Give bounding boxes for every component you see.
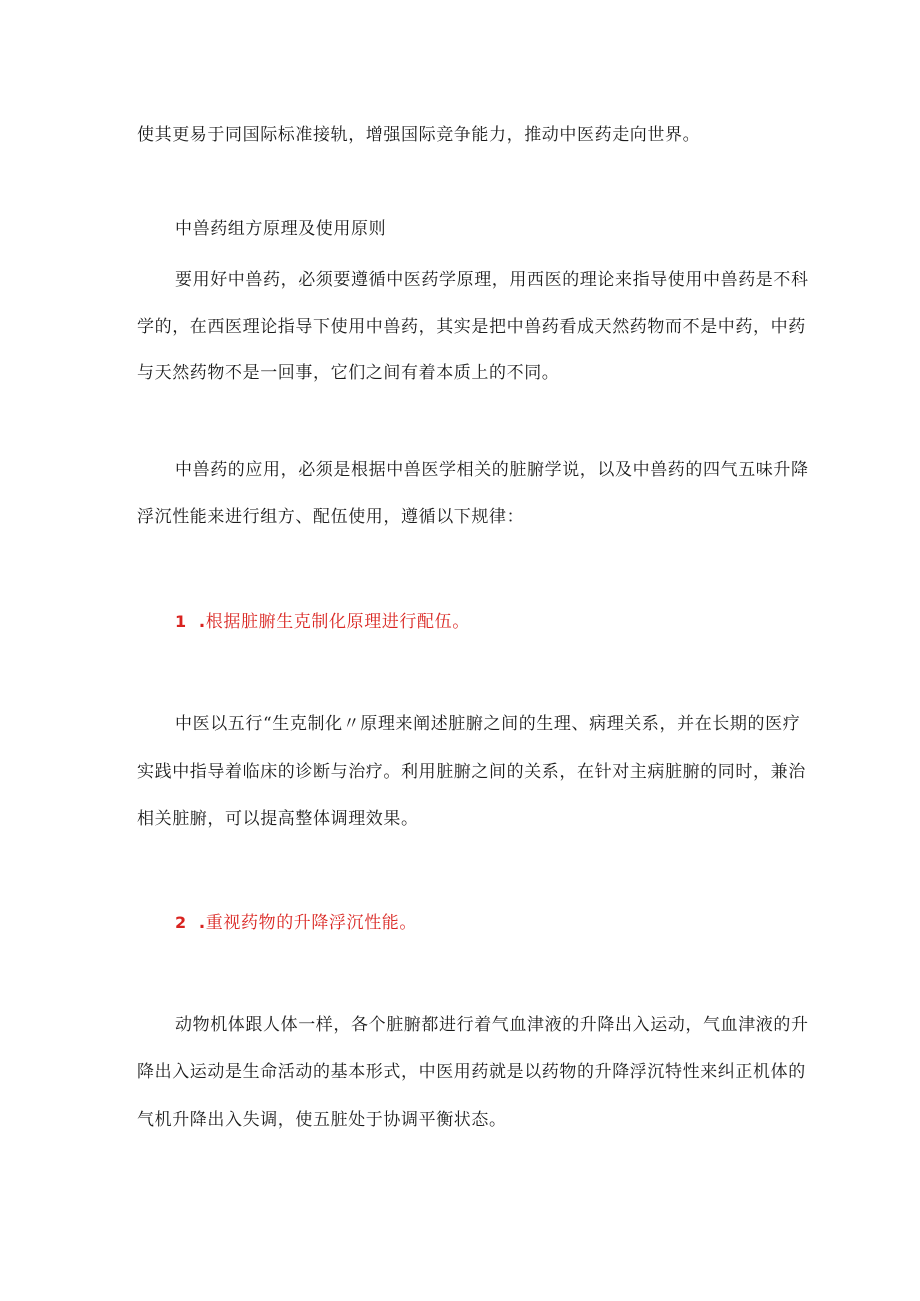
numbered-heading-2 (175, 911, 417, 935)
paragraph-line: 中兽药的应用，必须是根据中兽医学相关的脏腑学说，以及中兽药的四气五味升降 (175, 460, 809, 480)
paragraph-line: 动物机体跟人体一样，各个脏腑都进行着气血津液的升降出入运动，气血津液的升 (175, 1015, 809, 1035)
paragraph-line: 气机升降出入失调，使五脏处于协调平衡状态。 (137, 1110, 507, 1130)
heading-number: 2 (175, 913, 187, 932)
numbered-heading-1 (175, 610, 470, 634)
paragraph-line: 中医以五行“生克制化〃原理来阐述脏腑之间的生理、病理关系，并在长期的医疗 (175, 714, 801, 734)
paragraph-line: 要用好中兽药，必须要遵循中医药学原理，用西医的理论来指导使用中兽药是不科 (175, 270, 809, 290)
paragraph-line: 浮沉性能来进行组方、配伍使用，遵循以下规律： (137, 507, 525, 527)
paragraph-line: 实践中指导着临床的诊断与治疗。利用脏腑之间的关系，在针对主病脏腑的同时，兼治 (137, 762, 806, 782)
paragraph-line: 使其更易于同国际标准接轨，增强国际竞争能力，推动中医药走向世界。 (137, 125, 701, 145)
heading-text: 重视药物的升降浮沉性能。 (205, 913, 417, 933)
heading-number: 1 (175, 612, 187, 631)
section-title: 中兽药组方原理及使用原则 (175, 219, 387, 239)
paragraph-line: 相关脏腑，可以提高整体调理效果。 (137, 809, 419, 829)
paragraph-line: 与天然药物不是一回事，它们之间有着本质上的不同。 (137, 363, 560, 383)
paragraph-line: 降出入运动是生命活动的基本形式，中医用药就是以药物的升降浮沉特性来纠正机体的 (137, 1062, 806, 1082)
paragraph-line: 学的，在西医理论指导下使用中兽药，其实是把中兽药看成天然药物而不是中药，中药 (137, 317, 806, 337)
heading-dot: . (198, 913, 206, 933)
heading-dot: . (198, 612, 206, 632)
heading-text: 根据脏腑生克制化原理进行配伍。 (205, 612, 470, 632)
